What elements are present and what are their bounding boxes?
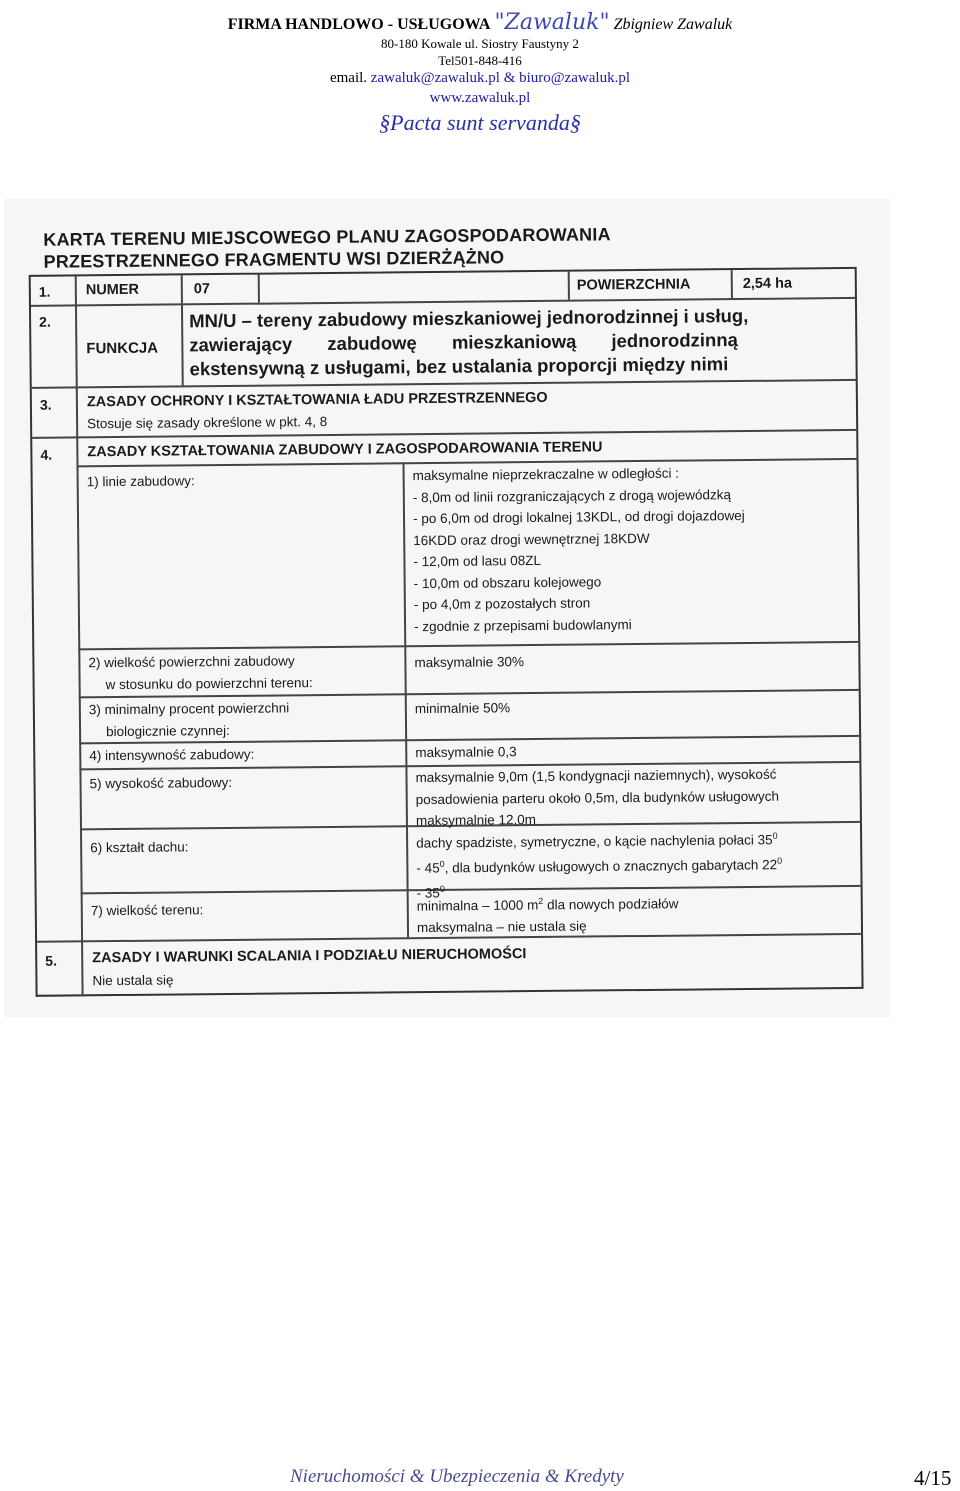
column-divider xyxy=(258,275,260,303)
funkcja-label: FUNKCJA xyxy=(86,339,159,358)
building-area-value: maksymalnie 30% xyxy=(414,654,525,671)
plot-size-label: 7) wielkość terenu: xyxy=(90,902,204,919)
column-divider xyxy=(402,462,408,937)
owner-name: Zbigniew Zawaluk xyxy=(613,16,733,33)
row4-number: 4. xyxy=(40,446,53,463)
row5-number: 5. xyxy=(45,952,58,969)
function-line2: zawierający zabudowę mieszkaniową jednorodzinną xyxy=(189,329,738,356)
numer-label: NUMER xyxy=(85,281,140,299)
column-divider xyxy=(181,303,183,385)
card-title-line1: KARTA TERENU MIEJSCOWEGO PLANU ZAGOSPODAROWANIA xyxy=(43,224,611,250)
card-table xyxy=(29,267,864,997)
page-number: 4/15 xyxy=(914,1466,952,1490)
land-card-form xyxy=(28,199,866,1017)
bio-area-label: 3) minimalny procent powierzchni biologicznie czynnej: xyxy=(88,700,290,739)
roof-label: 6) kształt dachu: xyxy=(90,839,189,856)
height-label: 5) wysokość zabudowy: xyxy=(89,774,233,792)
function-line3: ekstensywną z usługami, bez ustalania proporcji między nimi xyxy=(189,353,729,380)
plot-size-value: minimalna – 1000 $m^2$ dla nowych podziałów maksymalna – nie ustala się xyxy=(416,895,679,936)
bio-area-value: minimalnie 50% xyxy=(414,700,511,717)
row5-text: Nie ustala się xyxy=(92,972,174,989)
row3-heading: ZASADY OCHRONY I KSZTAŁTOWANIA ŁADU PRZESTRZENNEGO xyxy=(86,389,548,411)
column-divider xyxy=(731,270,733,298)
row-divider xyxy=(78,641,860,650)
numer-value: 07 xyxy=(193,281,211,298)
card-title-line2: PRZESTRZENNEGO FRAGMENTU WSI DZIERŻĄŻNO xyxy=(43,247,505,272)
height-value: maksymalnie 9,0m (1,5 kondygnacji naziemnych), wysokość posadowienia parteru około 0,5m, dla budynków usługowych maksymalnie 12,0m xyxy=(415,766,780,829)
company-name: FIRMA HANDLOWO - USŁUGOWA xyxy=(227,16,491,33)
motto: §Pacta sunt servanda§ xyxy=(379,110,581,135)
company-phone: Tel501-848-416 xyxy=(438,53,522,68)
email-links[interactable]: zawaluk@zawaluk.pl & biuro@zawaluk.pl xyxy=(370,70,631,86)
column-divider xyxy=(75,276,83,996)
area-label: POWIERZCHNIA xyxy=(576,276,691,294)
email-prefix: email. xyxy=(329,70,368,86)
building-lines-value: maksymalne nieprzekraczalne w odległości : - 8,0m od linii rozgraniczających z drogą wojewódzką - po 6,0m od drogi lokalnej 13KDL, od drogi dojazdowej 16KDD oraz drogi wewnętrznej 18KDW - 12,0m od lasu 08ZL - 10,0m od obszaru kolejowego - po 4,0m z pozostałych stron - zgodnie z przepisami budowlanymi xyxy=(412,465,745,634)
company-address: 80-180 Kowale ul. Siostry Faustyny 2 xyxy=(381,36,579,51)
column-divider xyxy=(568,272,570,300)
row-divider xyxy=(32,379,858,388)
area-value: 2,54 ha xyxy=(742,275,793,293)
building-area-label: 2) wielkość powierzchni zabudowy w stosunku do powierzchni terenu: xyxy=(88,653,313,692)
row3-number: 3. xyxy=(39,396,52,413)
letterhead-company-line xyxy=(0,12,960,34)
footer-text: Nieruchomości & Ubezpieczenia & Kredyty xyxy=(290,1466,624,1487)
website-link[interactable]: www.zawaluk.pl xyxy=(429,90,531,106)
brand-name: "Zawaluk" xyxy=(494,10,610,35)
row4-heading: ZASADY KSZTAŁTOWANIA ZABUDOWY I ZAGOSPODAROWANIA TERENU xyxy=(87,439,603,461)
intensity-label: 4) intensywność zabudowy: xyxy=(89,746,255,764)
function-line1: MN/U – tereny zabudowy mieszkaniowej jednorodzinnej i usług, xyxy=(189,304,749,332)
row5-heading: ZASADY I WARUNKI SCALANIA I PODZIAŁU NIERUCHOMOŚCI xyxy=(92,946,527,967)
company-email-line xyxy=(0,71,960,86)
row2-number: 2. xyxy=(39,313,51,330)
building-lines-label: 1) linie zabudowy: xyxy=(86,473,195,490)
scanned-document xyxy=(4,199,890,1017)
roof-value: dachy spadziste, symetryczne, o kącie nachylenia połaci $35^0$ - $45^0$, dla budynków usługowych o znacznych gabarytach $22^0$ - $35^0$ xyxy=(416,830,783,901)
row1-number: 1. xyxy=(38,283,51,300)
row3-text: Stosuje się zasady określone w pkt. 4, 8 xyxy=(87,413,328,432)
column-divider xyxy=(181,275,183,303)
intensity-value: maksymalnie 0,3 xyxy=(415,744,517,761)
